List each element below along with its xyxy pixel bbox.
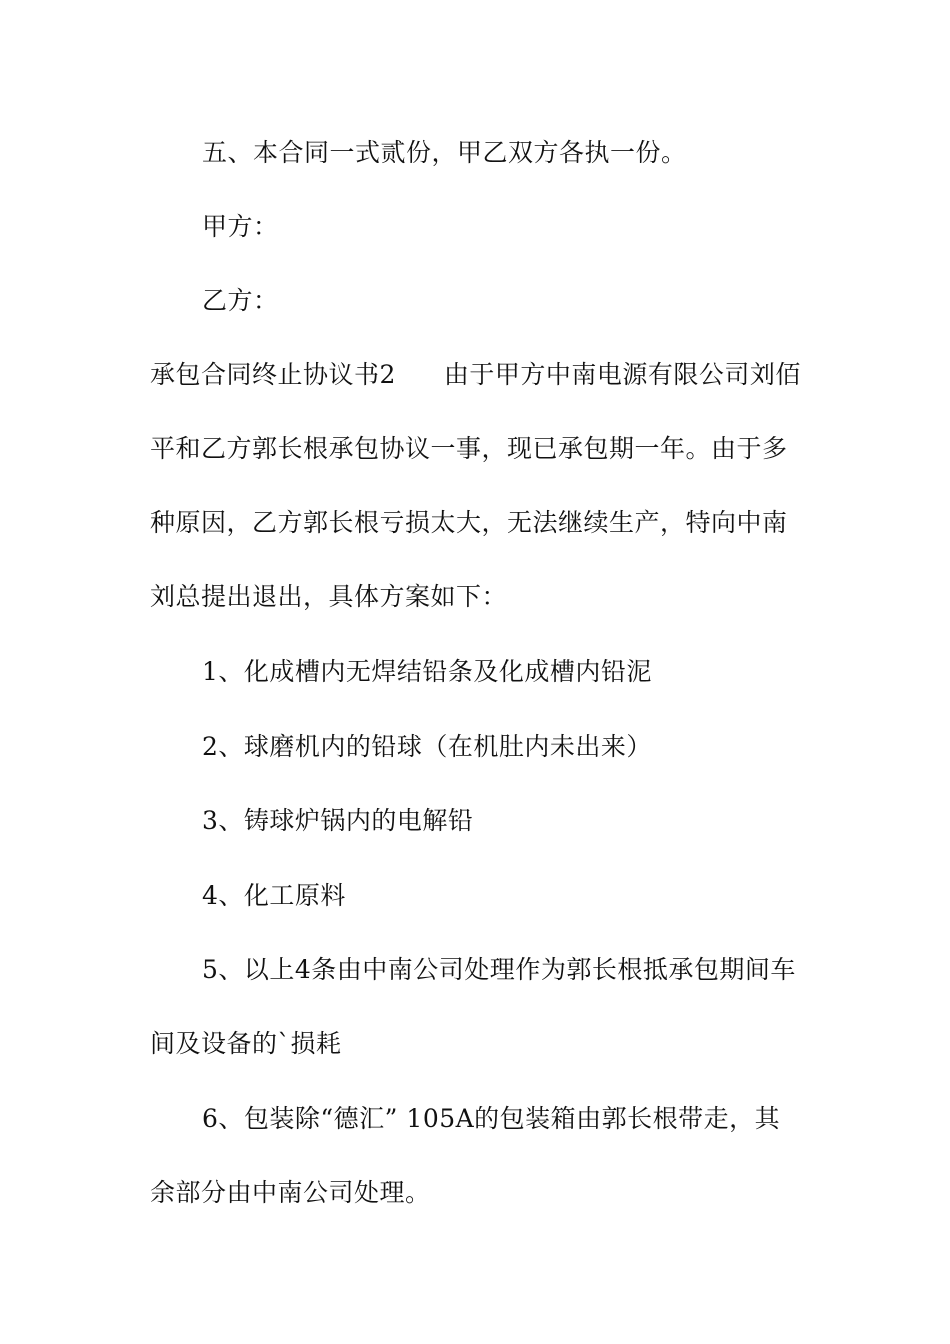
- list-item-6-line-2: 余部分由中南公司处理。: [150, 1178, 431, 1207]
- paragraph-1-line-3: 种原因，乙方郭长根亏损太大，无法继续生产，特向中南: [150, 508, 788, 537]
- list-item-5-line-1: 5、以上4条由中南公司处理作为郭长根抵承包期间车: [202, 955, 796, 984]
- agreement-title-line: [150, 360, 801, 390]
- list-item-4: 4、化工原料: [202, 881, 346, 910]
- list-item-6-line-1: 6、包装除“德汇” 105A的包装箱由郭长根带走，其: [202, 1104, 781, 1133]
- party-b-label: 乙方：: [202, 286, 279, 315]
- list-item-2: 2、球磨机内的铅球（在机肚内未出来）: [202, 732, 652, 761]
- agreement-title: 承包合同终止协议书2: [150, 360, 396, 389]
- paragraph-1-line-4: 刘总提出退出，具体方案如下：: [150, 582, 508, 611]
- list-item-3: 3、铸球炉锅内的电解铅: [202, 806, 474, 835]
- list-item-1: 1、化成槽内无焊结铅条及化成槽内铅泥: [202, 657, 652, 686]
- party-a-label: 甲方：: [202, 212, 279, 241]
- paragraph-1-line-1: 由于甲方中南电源有限公司刘佰: [443, 360, 801, 389]
- clause-5: 五、本合同一式贰份，甲乙双方各执一份。: [202, 138, 687, 167]
- list-item-5-line-2: 间及设备的`损耗: [150, 1029, 342, 1058]
- paragraph-1-line-2: 平和乙方郭长根承包协议一事，现已承包期一年。由于多: [150, 434, 788, 463]
